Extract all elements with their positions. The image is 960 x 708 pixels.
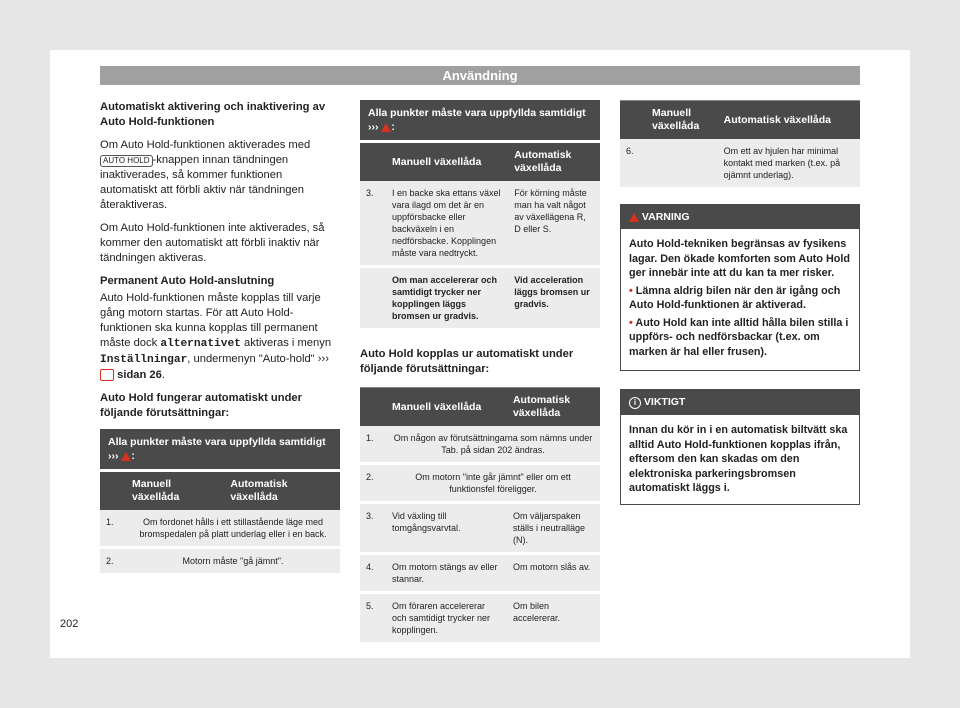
text: -knappen innan tändningen inaktiverades, så kommer funktionen automatiskt att förbli aktiv när tändningen återaktiveras.	[100, 154, 304, 211]
table-title-text: Alla punkter måste vara uppfyllda samtidigt ›››	[368, 107, 586, 133]
table-row	[360, 181, 600, 267]
row-auto: För körning måste man ha valt något av växellägena R, D eller S.	[508, 181, 600, 267]
row-num: 1.	[360, 426, 386, 464]
warning-icon	[381, 123, 391, 132]
table-row	[100, 510, 340, 548]
header-num	[100, 471, 126, 511]
header-num	[360, 142, 386, 182]
row-auto: Om bilen accelererar.	[507, 593, 600, 644]
table-title-text: Alla punkter måste vara uppfyllda samtidigt ›››	[108, 436, 326, 462]
paragraph-permanent	[100, 291, 340, 383]
header-manual: Manuell växellåda	[126, 471, 224, 511]
table-row	[360, 593, 600, 644]
column-1	[100, 100, 340, 590]
header-manual: Manuell växellåda	[386, 388, 507, 427]
header-auto: Automatisk växellåda	[507, 388, 600, 427]
row-manual: Vid växling till tomgångsvarvtal.	[386, 503, 507, 554]
page-number: 202	[60, 618, 79, 630]
important-header	[621, 390, 859, 415]
important-title: VIKTIGT	[643, 396, 686, 408]
row-num: 2.	[360, 464, 386, 503]
row-num: 3.	[360, 181, 386, 267]
page-ref-link[interactable]: sidan 26	[117, 369, 162, 381]
bullet-icon: •	[629, 316, 633, 329]
warning-body	[621, 229, 859, 370]
warning-box	[620, 204, 860, 371]
row-auto: Vid acceleration läggs bromsen ur gradvis.	[508, 267, 600, 330]
row-num: 3.	[360, 503, 386, 554]
row-num: 1.	[100, 510, 126, 548]
row-auto: Om ett av hjulen har minimal kontakt med marken (t.ex. på ojämnt underlag).	[718, 139, 860, 189]
table-row	[360, 267, 600, 330]
text: , undermenyn "Auto-hold" ›››	[187, 353, 329, 365]
row-num: 5.	[360, 593, 386, 644]
row-text: Motorn måste "gå jämnt".	[126, 548, 340, 575]
info-icon: i	[629, 397, 641, 409]
auto-hold-key: AUTO HOLD	[100, 155, 153, 167]
header-manual: Manuell växellåda	[386, 142, 508, 182]
warning-title: VARNING	[641, 211, 690, 223]
warning-icon	[121, 452, 131, 461]
table-title	[100, 429, 340, 471]
warning-intro: Auto Hold-tekniken begränsas av fysikens lagar. Den ökade komforten som Auto Hold ger innebär inte att du kan ta mer risker.	[629, 238, 850, 279]
table-row	[360, 554, 600, 593]
table-row	[360, 503, 600, 554]
disengage-table-cont	[620, 100, 860, 190]
warning-icon	[629, 213, 639, 222]
row-manual: Om motorn stängs av eller stannar.	[386, 554, 507, 593]
row-num: 6.	[620, 139, 646, 189]
disengage-table	[360, 387, 600, 645]
warning-header	[621, 205, 859, 229]
subheading-permanent: Permanent Auto Hold-anslutning	[100, 275, 275, 287]
conditions-table-2	[360, 100, 600, 331]
header-auto: Automatisk växellåda	[718, 101, 860, 140]
table-row	[100, 548, 340, 575]
bullet-text: Auto Hold kan inte alltid hålla bilen stilla i uppförs- och nedförsbackar (t.ex. om marken är hal eller frusen).	[629, 316, 849, 358]
row-num: 4.	[360, 554, 386, 593]
warning-bullet	[629, 316, 851, 360]
conditions-table-1	[100, 429, 340, 576]
header-auto: Automatisk växellåda	[508, 142, 600, 182]
header-num	[360, 388, 386, 427]
important-body: Innan du kör in i en automatisk biltvätt ska alltid Auto Hold-funktionen kopplas ifrån, eftersom den kan skadas om den elektroniska parkeringsbromsen automatiskt läggs i.	[629, 424, 848, 494]
bullet-text: Lämna aldrig bilen när den är igång och Auto Hold-funktionen är aktiverad.	[629, 284, 841, 311]
row-auto: Om motorn slås av.	[507, 554, 600, 593]
table-row	[620, 139, 860, 189]
row-auto: Om väljarspaken ställs i neutralläge (N).	[507, 503, 600, 554]
option-name: alternativet	[160, 338, 241, 350]
menu-name: Inställningar	[100, 354, 188, 366]
column-3	[620, 100, 860, 505]
row-manual: Om man accelererar och samtidigt trycker ner kopplingen läggs bromsen ur gradvis.	[386, 267, 508, 330]
table-title	[360, 100, 600, 142]
page-header: Användning	[100, 66, 860, 85]
row-text: Om motorn "inte går jämnt" eller om ett funktionsfel föreligger.	[386, 464, 600, 503]
table-row	[360, 426, 600, 464]
row-manual	[646, 139, 718, 189]
row-num: 2.	[100, 548, 126, 575]
subheading-disengage: Auto Hold kopplas ur automatiskt under följande förutsättningar:	[360, 348, 574, 375]
bullet-icon: •	[629, 284, 633, 297]
header-manual: Manuell växellåda	[646, 101, 718, 140]
book-icon	[100, 369, 114, 381]
subheading-conditions: Auto Hold fungerar automatiskt under följande förutsättningar:	[100, 392, 303, 419]
warning-bullet	[629, 284, 851, 313]
text: aktiveras i menyn	[244, 337, 332, 349]
column-2	[360, 100, 600, 659]
text: Om Auto Hold-funktionen aktiverades med	[100, 139, 311, 151]
row-manual: Om föraren accelererar och samtidigt trycker ner kopplingen.	[386, 593, 507, 644]
row-text: Om någon av förutsättningarna som nämns under Tab. på sidan 202 ändras.	[386, 426, 600, 464]
table-title-end: :	[391, 121, 395, 133]
text: Auto Hold-funktionen måste kopplas till varje gång motorn startas. För att Auto Hold-funktionen ska kunna kopplas till permanent måste dock	[100, 292, 321, 349]
row-manual: I en backe ska ettans växel vara ilagd om det är en uppförsbacke eller backväxeln i en nedförsbacke. Kopplingen måste vara nedtryckt.	[386, 181, 508, 267]
text: .	[161, 369, 165, 381]
paragraph-auto-hold-button	[100, 138, 340, 213]
section-heading: Automatiskt aktivering och inaktivering av Auto Hold-funktionen	[100, 101, 326, 128]
header-auto: Automatisk växellåda	[224, 471, 340, 511]
table-row	[360, 464, 600, 503]
header-num	[620, 101, 646, 140]
important-box	[620, 389, 860, 505]
table-title-end: :	[131, 450, 135, 462]
paragraph-inactive: Om Auto Hold-funktionen inte aktiverades, så kommer den automatiskt att förbli inaktiv när tändningen aktiveras.	[100, 222, 325, 264]
row-text: Om fordonet hålls i ett stillastående läge med bromspedalen på platt underlag eller i en back.	[126, 510, 340, 548]
row-num	[360, 267, 386, 330]
